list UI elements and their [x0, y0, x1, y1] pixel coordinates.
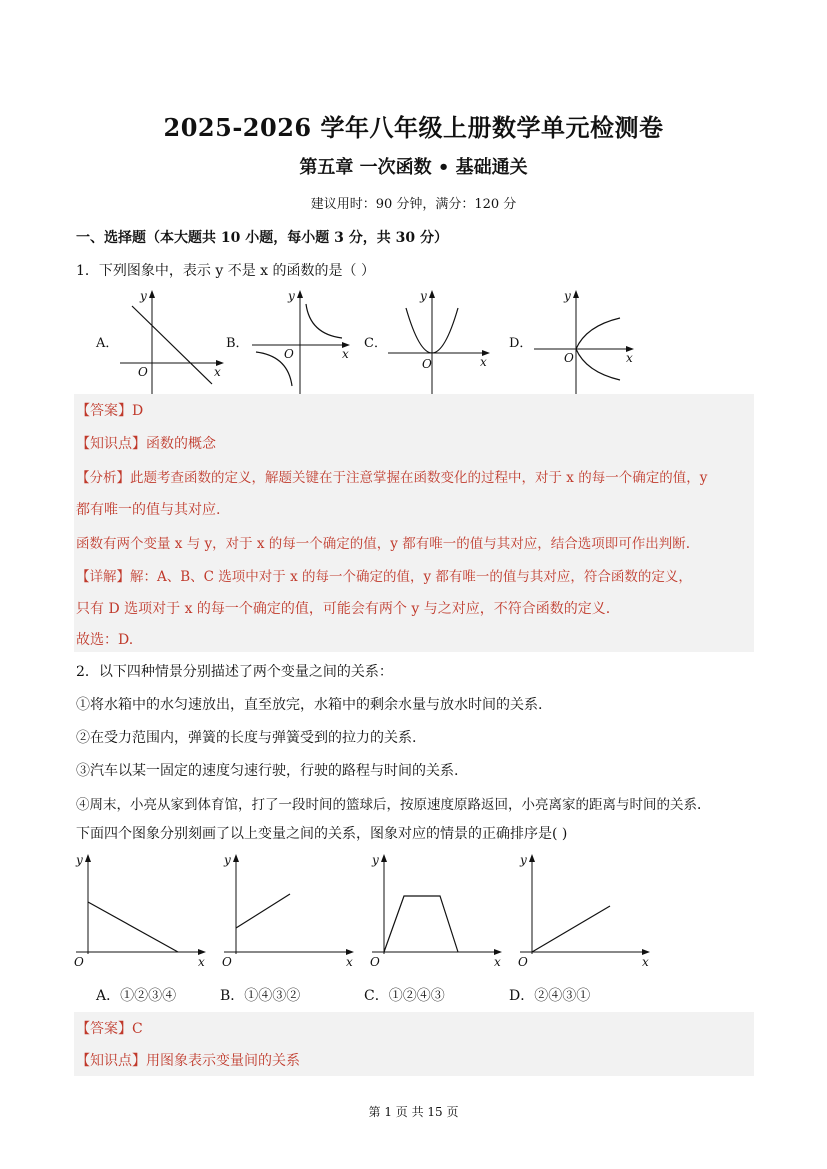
- q1-detail-line-1: 【详解】解：A、B、C 选项中对于 x 的每一个确定的值，y 都有唯一的值与其对应，符合函数的定义，: [76, 569, 692, 585]
- q2-answer: 【答案】C: [76, 1021, 143, 1037]
- q1-option-c-label: C．: [364, 336, 387, 351]
- q1-analysis-line-2: 都有唯一的值与其对应.: [76, 502, 221, 518]
- y-axis-arrow: [381, 854, 387, 862]
- page-title: 2025-2026 学年八年级上册数学单元检测卷: [163, 113, 664, 142]
- q2-prompt: 下面四个图象分别刻画了以上变量之间的关系，图象对应的情景的正确排序是( ): [76, 826, 568, 842]
- page-footer: 第 1 页 共 15 页: [368, 1105, 459, 1119]
- x-label: x: [198, 955, 205, 969]
- q1-option-d-label: D．: [509, 336, 533, 351]
- origin-label: O: [422, 357, 432, 371]
- y-axis-arrow: [573, 290, 579, 298]
- q1-analysis-line-3: 函数有两个变量 x 与 y，对于 x 的每一个确定的值，y 都有唯一的值与其对应，结合选项即可作出判断.: [76, 536, 691, 552]
- q2-scenario-2: ②在受力范围内，弹簧的长度与弹簧受到的拉力的关系.: [76, 730, 417, 746]
- origin-label: O: [222, 955, 232, 969]
- q1-option-a-label: A．: [96, 336, 119, 351]
- x-label: x: [494, 955, 501, 969]
- y-axis-arrow: [233, 854, 239, 862]
- y-axis-arrow: [429, 290, 435, 298]
- graph-line: [236, 894, 290, 928]
- y-axis-arrow: [85, 854, 91, 862]
- origin-label: O: [284, 347, 294, 361]
- q2-option-b: B．①④③②: [220, 988, 301, 1004]
- q2-option-a: A．①②③④: [96, 988, 177, 1004]
- q1-option-b-label: B．: [226, 336, 249, 351]
- q2-graph-2: [220, 848, 360, 970]
- q2-scenario-1: ①将水箱中的水匀速放出，直至放完，水箱中的剩余水量与放水时间的关系.: [76, 697, 543, 713]
- origin-label: O: [518, 955, 528, 969]
- q1-graph-c: [382, 286, 494, 398]
- q1-graph-d: [528, 286, 640, 398]
- x-label: x: [626, 351, 633, 365]
- exam-meta: 建议用时：90 分钟，满分：120 分: [310, 197, 517, 212]
- q1-analysis-line-1: 【分析】此题考查函数的定义，解题关键在于注意掌握在函数变化的过程中，对于 x 的每一个确定的值，y: [76, 470, 708, 486]
- y-label: y: [420, 289, 427, 303]
- section-heading: 一、选择题（本大题共 10 小题，每小题 3 分，共 30 分）: [76, 230, 448, 246]
- q1-detail-line-2: 只有 D 选项对于 x 的每一个确定的值，可能会有两个 y 与之对应，不符合函数的定义.: [76, 601, 611, 617]
- page-subtitle: 第五章 一次函数 • 基础通关: [299, 157, 528, 178]
- q2-option-c: C．①②④③: [364, 988, 445, 1004]
- q2-stem: 2．以下四种情景分别描述了两个变量之间的关系：: [76, 664, 393, 680]
- curve-lower-branch: [576, 349, 620, 380]
- q2-knowledge: 【知识点】用图象表示变量间的关系: [76, 1053, 300, 1069]
- y-axis-arrow: [529, 854, 535, 862]
- q1-stem: 1．下列图象中，表示 y 不是 x 的函数的是（ ）: [76, 263, 375, 279]
- q1-choice: 故选：D.: [76, 632, 134, 648]
- x-label: x: [642, 955, 649, 969]
- x-label: x: [214, 365, 221, 379]
- y-label: y: [520, 853, 527, 867]
- q1-graph-a: [112, 286, 228, 398]
- origin-label: O: [138, 365, 148, 379]
- y-label: y: [224, 853, 231, 867]
- y-axis-arrow: [297, 290, 303, 298]
- y-label: y: [76, 853, 83, 867]
- q1-graph-b: [246, 286, 358, 398]
- q2-scenario-3: ③汽车以某一固定的速度匀速行驶，行驶的路程与时间的关系.: [76, 763, 459, 779]
- y-label: y: [140, 289, 147, 303]
- y-axis-arrow: [149, 290, 155, 298]
- y-label: y: [564, 289, 571, 303]
- hyperbola-branch-1: [306, 304, 342, 338]
- y-label: y: [288, 289, 295, 303]
- q2-scenario-4: ④周末，小亮从家到体育馆，打了一段时间的篮球后，按原速度原路返回，小亮离家的距离与时间的关系.: [76, 797, 702, 813]
- curve-upper-branch: [576, 318, 620, 349]
- x-label: x: [346, 955, 353, 969]
- q2-graph-4: [516, 848, 656, 970]
- graph-line: [88, 902, 178, 952]
- q1-answer: 【答案】D: [76, 403, 144, 419]
- origin-label: O: [564, 351, 574, 365]
- q1-knowledge: 【知识点】函数的概念: [76, 436, 216, 452]
- graph-line: [532, 906, 610, 952]
- q2-graph-3: [368, 848, 508, 970]
- q2-option-d: D．②④③①: [509, 988, 591, 1004]
- q2-graph-1: [72, 848, 212, 970]
- origin-label: O: [74, 955, 84, 969]
- x-label: x: [480, 355, 487, 369]
- origin-label: O: [370, 955, 380, 969]
- graph-polyline: [384, 896, 458, 952]
- x-label: x: [342, 347, 349, 361]
- y-label: y: [372, 853, 379, 867]
